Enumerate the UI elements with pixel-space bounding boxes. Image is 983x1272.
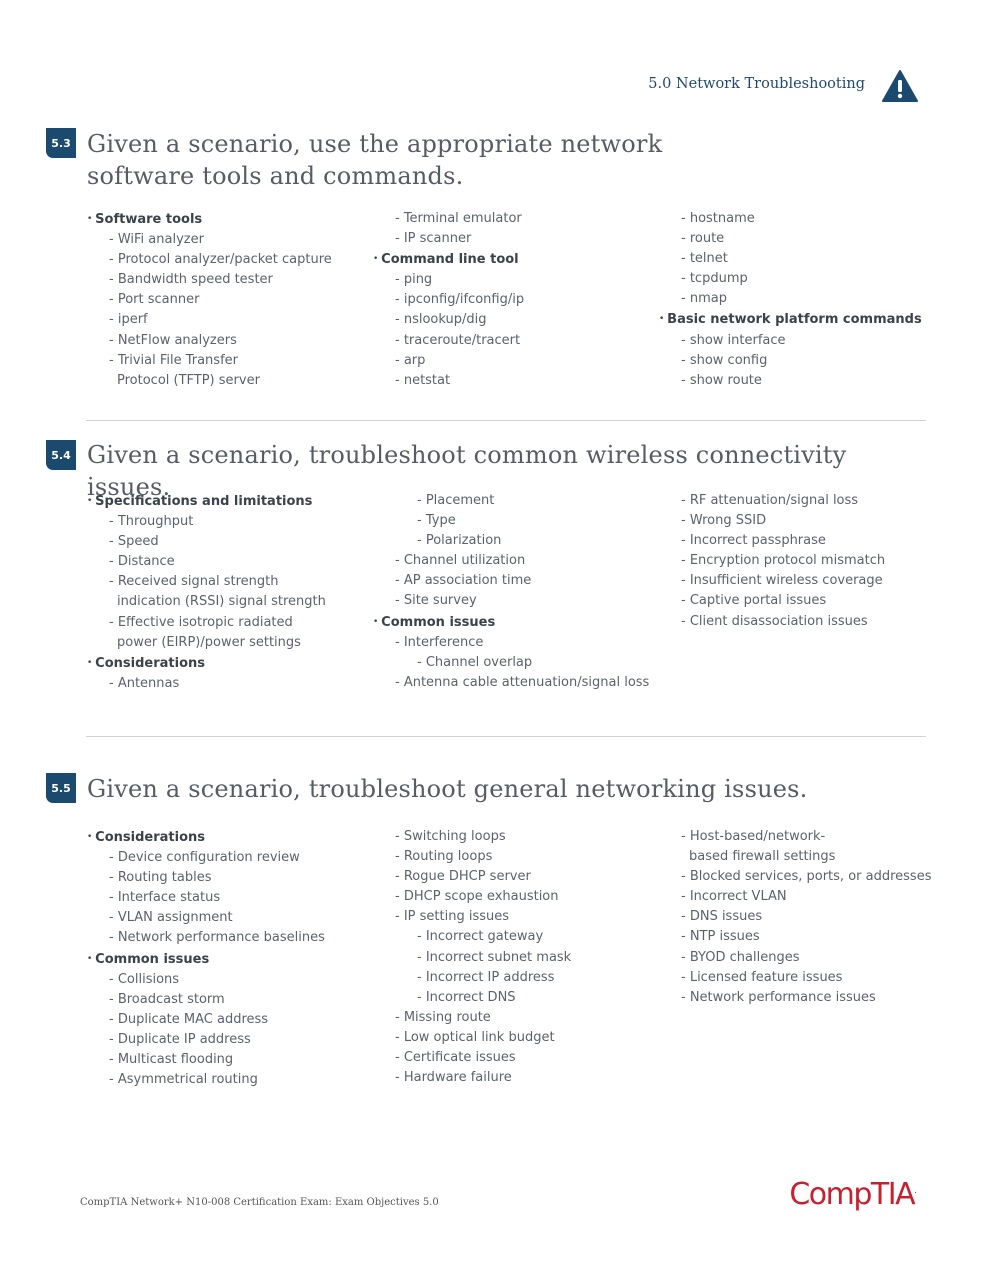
objective-subtopic: - Throughput bbox=[87, 512, 377, 532]
objective-subtopic: - Switching loops bbox=[373, 827, 663, 847]
footer-text: CompTIA Network+ N10-008 Certification Exam: Exam Objectives 5.0 bbox=[80, 1197, 439, 1208]
column-3 bbox=[659, 491, 949, 632]
objective-subtopic: - Routing loops bbox=[373, 847, 663, 867]
objective-subtopic: - telnet bbox=[659, 249, 949, 269]
objective-subtopic: - Network performance baselines bbox=[87, 928, 377, 948]
column-3 bbox=[659, 827, 949, 1008]
objective-subtopic: - Antenna cable attenuation/signal loss bbox=[373, 673, 663, 693]
objective-subtopic: - WiFi analyzer bbox=[87, 230, 377, 250]
objective-subtopic: - nslookup/dig bbox=[373, 310, 663, 330]
column-1 bbox=[87, 209, 377, 391]
objective-subtopic: - Bandwidth speed tester bbox=[87, 270, 377, 290]
objective-subtopic: - tcpdump bbox=[659, 269, 949, 289]
objective-subtopic: - Blocked services, ports, or addresses bbox=[659, 867, 949, 887]
objective-subtopic: - Incorrect DNS bbox=[373, 988, 663, 1008]
objective-subtopic: - Placement bbox=[373, 491, 663, 511]
objective-subtopic: - Rogue DHCP server bbox=[373, 867, 663, 887]
objective-subtopic: indication (RSSI) signal strength bbox=[117, 594, 326, 610]
column-1 bbox=[87, 827, 377, 1090]
objective-subtopic: - show route bbox=[659, 371, 949, 391]
objective-subtopic: - NTP issues bbox=[659, 927, 949, 947]
objective-topic: • Considerations bbox=[87, 653, 377, 674]
objective-topic: • Command line tool bbox=[373, 249, 663, 270]
objective-subtopic: - nmap bbox=[659, 289, 949, 309]
column-2 bbox=[373, 827, 663, 1088]
objective-subtopic: - arp bbox=[373, 351, 663, 371]
objective-subtopic: - Certificate issues bbox=[373, 1048, 663, 1068]
objective-subtopic: - Interference bbox=[373, 633, 663, 653]
objective-subtopic: - iperf bbox=[87, 310, 377, 330]
objective-subtopic: - Missing route bbox=[373, 1008, 663, 1028]
objective-subtopic: - Incorrect passphrase bbox=[659, 531, 949, 551]
objective-subtopic: - Routing tables bbox=[87, 868, 377, 888]
column-3 bbox=[659, 209, 949, 391]
objective-subtopic: - AP association time bbox=[373, 571, 663, 591]
objective-topic: • Software tools bbox=[87, 209, 377, 230]
objective-subtopic: - Site survey bbox=[373, 591, 663, 611]
objective-subtopic: Protocol (TFTP) server bbox=[117, 372, 260, 388]
objective-topic: • Basic network platform commands bbox=[659, 309, 949, 330]
objective-subtopic: - BYOD challenges bbox=[659, 948, 949, 968]
objective-subtopic: - Port scanner bbox=[87, 290, 377, 310]
objective-subtopic: - Received signal strength bbox=[87, 572, 377, 592]
objective-subtopic: - Hardware failure bbox=[373, 1068, 663, 1088]
objective-subtopic: - Encryption protocol mismatch bbox=[659, 551, 949, 571]
objective-title: Given a scenario, troubleshoot common wireless connectivity issues. bbox=[87, 441, 847, 501]
objective-subtopic: - Trivial File Transfer bbox=[87, 351, 377, 371]
objective-subtopic: - Host-based/network- bbox=[659, 827, 949, 847]
objective-subtopic: - Collisions bbox=[87, 970, 377, 990]
objective-subtopic: - Broadcast storm bbox=[87, 990, 377, 1010]
objective-title: Given a scenario, troubleshoot general networking issues. bbox=[87, 775, 808, 803]
objective-number-badge: 5.5 bbox=[46, 773, 76, 803]
section-divider bbox=[86, 736, 926, 737]
objective-topic: • Common issues bbox=[373, 612, 663, 633]
column-2 bbox=[373, 491, 663, 693]
objective-subtopic: - Protocol analyzer/packet capture bbox=[87, 250, 377, 270]
objective-subtopic: - DHCP scope exhaustion bbox=[373, 887, 663, 907]
objective-subtopic: - Interface status bbox=[87, 888, 377, 908]
column-2 bbox=[373, 209, 663, 391]
objective-subtopic: - Duplicate MAC address bbox=[87, 1010, 377, 1030]
objective-subtopic: - Channel utilization bbox=[373, 551, 663, 571]
objective-subtopic: - Network performance issues bbox=[659, 988, 949, 1008]
objective-subtopic: - Antennas bbox=[87, 674, 377, 694]
objective-subtopic: - IP scanner bbox=[373, 229, 663, 249]
objective-subtopic: - Client disassociation issues bbox=[659, 612, 949, 632]
objective-5-4 bbox=[46, 440, 926, 710]
objective-subtopic: - Licensed feature issues bbox=[659, 968, 949, 988]
objective-subtopic: - Asymmetrical routing bbox=[87, 1070, 377, 1090]
objective-subtopic: - Incorrect IP address bbox=[373, 968, 663, 988]
objective-subtopic: - RF attenuation/signal loss bbox=[659, 491, 949, 511]
objective-number-badge: 5.3 bbox=[46, 128, 76, 158]
objective-subtopic: - hostname bbox=[659, 209, 949, 229]
objective-subtopic: - Type bbox=[373, 511, 663, 531]
objective-subtopic: - Multicast flooding bbox=[87, 1050, 377, 1070]
warning-icon bbox=[881, 69, 919, 103]
objective-number-badge: 5.4 bbox=[46, 440, 76, 470]
objective-subtopic: - Polarization bbox=[373, 531, 663, 551]
objective-topic: • Considerations bbox=[87, 827, 377, 848]
objective-subtopic: - NetFlow analyzers bbox=[87, 331, 377, 351]
section-divider bbox=[86, 420, 926, 421]
objective-subtopic: power (EIRP)/power settings bbox=[117, 634, 301, 650]
objective-subtopic: - Captive portal issues bbox=[659, 591, 949, 611]
objective-subtopic: - Incorrect VLAN bbox=[659, 887, 949, 907]
objective-5-5 bbox=[46, 773, 932, 1103]
objective-subtopic: - Incorrect subnet mask bbox=[373, 948, 663, 968]
objective-topic: • Specifications and limitations bbox=[87, 491, 377, 512]
objective-subtopic: - show interface bbox=[659, 331, 949, 351]
objective-subtopic: - Terminal emulator bbox=[373, 209, 663, 229]
objective-subtopic: - Channel overlap bbox=[373, 653, 663, 673]
objective-subtopic: - Insufficient wireless coverage bbox=[659, 571, 949, 591]
comptia-logo: CompTIA. bbox=[789, 1177, 917, 1212]
objective-subtopic: - Speed bbox=[87, 532, 377, 552]
header-section-title: 5.0 Network Troubleshooting bbox=[648, 76, 865, 92]
objective-subtopic: - ipconfig/ifconfig/ip bbox=[373, 290, 663, 310]
objective-subtopic: - Device configuration review bbox=[87, 848, 377, 868]
objective-subtopic: - show config bbox=[659, 351, 949, 371]
objective-subtopic: - ping bbox=[373, 270, 663, 290]
objective-subtopic: - Wrong SSID bbox=[659, 511, 949, 531]
objective-subtopic: - VLAN assignment bbox=[87, 908, 377, 928]
objective-subtopic: - Duplicate IP address bbox=[87, 1030, 377, 1050]
objective-5-3 bbox=[46, 128, 926, 398]
objective-subtopic: - route bbox=[659, 229, 949, 249]
objective-subtopic: - traceroute/tracert bbox=[373, 331, 663, 351]
objective-subtopic: - Low optical link budget bbox=[373, 1028, 663, 1048]
objective-title: Given a scenario, use the appropriate network software tools and commands. bbox=[87, 130, 663, 190]
objective-subtopic: - DNS issues bbox=[659, 907, 949, 927]
objective-topic: • Common issues bbox=[87, 949, 377, 970]
objective-subtopic: - Distance bbox=[87, 552, 377, 572]
objective-subtopic: - netstat bbox=[373, 371, 663, 391]
objective-subtopic: - IP setting issues bbox=[373, 907, 663, 927]
column-1 bbox=[87, 491, 377, 694]
objective-subtopic: based firewall settings bbox=[689, 849, 836, 865]
objective-subtopic: - Effective isotropic radiated bbox=[87, 613, 377, 633]
objective-subtopic: - Incorrect gateway bbox=[373, 927, 663, 947]
